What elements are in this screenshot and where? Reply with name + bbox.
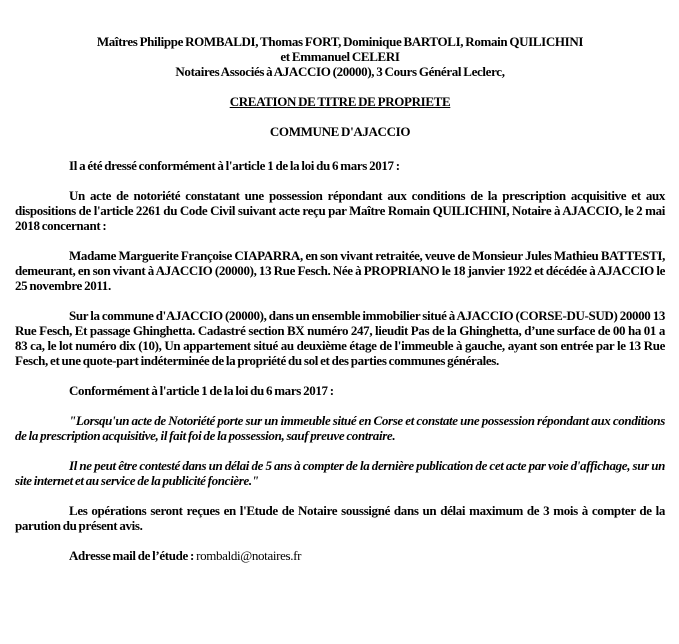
paragraph-citation-loi-2: Il ne peut être contesté dans un délai de 5 ans à compter de la dernière publication de cet acte par voie d'affichage, sur un site internet et au service de la publicité foncière." <box>15 458 665 488</box>
paragraph-defunte-identite: Madame Marguerite Françoise CIAPARRA, en son vivant retraitée, veuve de Monsieur Jules Mathieu BATTESTI, demeurant, en son vivant à AJACCIO (20000), 13 Rue Fesch. Née à PROPRIANO le 18 janvier 1922 et décédée à AJACCIO le 25 novembre 2011. <box>15 248 665 293</box>
email-label: Adresse mail de l’étude : <box>69 548 197 563</box>
paragraph-bien-immobilier: Sur la commune d'AJACCIO (20000), dans un ensemble immobilier situé à AJACCIO (CORSE-DU-SUD) 20000 13 Rue Fesch, Et passage Ghinghetta. Cadastré section BX numéro 247, lieudit Pas de la Ghinghetta, d’une surface de 00 ha 01 a 83 ca, le lot numéro dix (10), Un appartement situé au deuxième étage de l'immeuble à gauche, ayant son entrée par le 13 Rue Fesch, et une quote-part indéterminée de la propriété du sol et des parties communes générales. <box>15 308 665 368</box>
header-line-notaries-2: et Emmanuel CELERI <box>280 49 400 64</box>
paragraph-conformement-loi: Conformément à l'article 1 de la loi du 6 mars 2017 : <box>69 383 334 398</box>
header-line-notaries-1: Maîtres Philippe ROMBALDI, Thomas FORT, Dominique BARTOLI, Romain QUILICHINI <box>96 34 584 49</box>
email-address: rombaldi@notaires.fr <box>196 548 302 563</box>
header-line-address: Notaires Associés à AJACCIO (20000), 3 Cours Général Leclerc, <box>175 64 505 79</box>
etude-email-line <box>15 548 665 563</box>
notary-office-header <box>15 34 665 79</box>
document-title: CREATION DE TITRE DE PROPRIETE <box>229 94 451 109</box>
paragraph-operations-delai: Les opérations seront reçues en l'Etude de Notaire soussigné dans un délai maximum de 3 mois à compter de la parution du présent avis. <box>15 503 665 533</box>
paragraph-acte-notoriete: Un acte de notoriété constatant une possession répondant aux conditions de la prescription acquisitive et aux dispositions de l'article 2261 du Code Civil suivant acte reçu par Maître Romain QUILICHINI, Notaire à AJACCIO, le 2 mai 2018 concernant : <box>15 188 665 233</box>
commune-subtitle: COMMUNE D'AJACCIO <box>269 124 411 139</box>
paragraph-citation-loi-1: "Lorsqu'un acte de Notoriété porte sur un immeuble situé en Corse et constate une possession répondant aux conditions de la prescription acquisitive, il fait foi de la possession, sauf preuve contraire. <box>15 413 665 443</box>
paragraph-legal-basis: Il a été dressé conformément à l'article 1 de la loi du 6 mars 2017 : <box>69 158 400 173</box>
